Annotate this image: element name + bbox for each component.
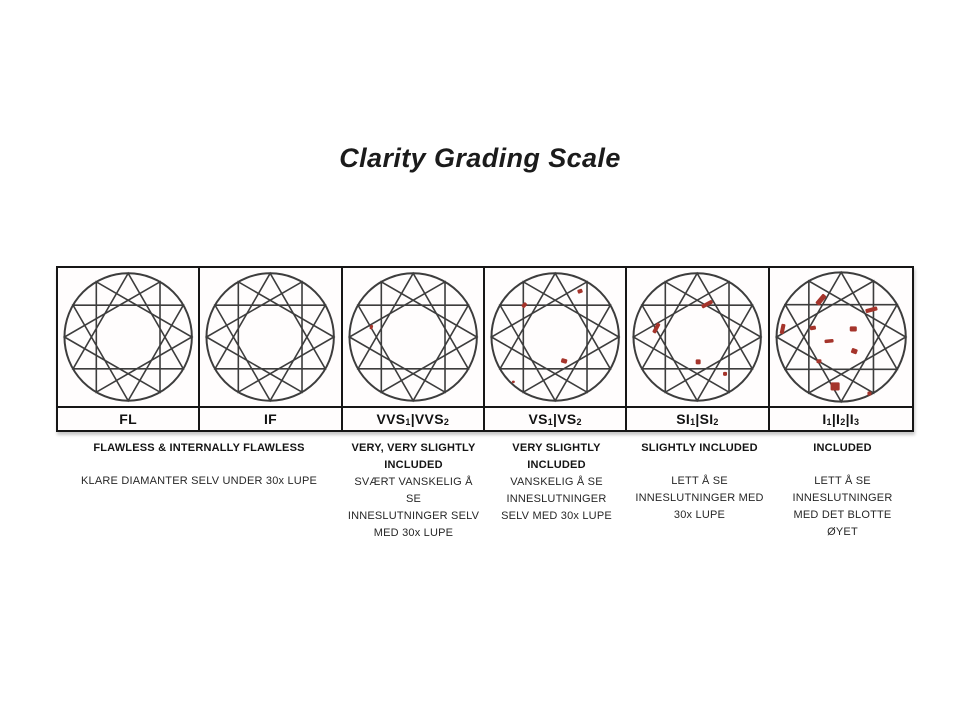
diamond-cell-vvs1-vvs2 xyxy=(343,268,485,406)
round-brilliant-top-view-icon xyxy=(200,268,340,406)
facet-triangle xyxy=(634,282,730,392)
grade-label-cell-fl xyxy=(58,406,200,430)
description-header xyxy=(347,440,480,474)
grade-label-cell-si1-si2 xyxy=(627,406,769,430)
body-line: ØYET xyxy=(827,526,858,538)
diamond-cell-fl xyxy=(58,268,200,406)
facet-triangle xyxy=(73,273,183,369)
grade-description-block xyxy=(56,440,342,542)
body-line: INNESLUTNINGER xyxy=(506,493,607,505)
page-title: Clarity Grading Scale xyxy=(339,143,621,173)
round-brilliant-top-view-icon xyxy=(770,268,912,406)
facet-triangle xyxy=(64,282,160,392)
description-header xyxy=(633,440,766,473)
grade-label: $VVS_1|VVS_2$ xyxy=(376,411,450,427)
grade-label: $VS_1|VS_2$ xyxy=(528,411,582,427)
round-brilliant-top-view-icon xyxy=(343,268,483,406)
facet-triangle xyxy=(215,273,325,369)
facet-triangle xyxy=(96,282,192,392)
inclusion-mark xyxy=(849,326,856,331)
facet-triangle xyxy=(381,282,477,392)
body-line: INNESLUTNINGER SELV xyxy=(347,510,480,522)
facet-triangle xyxy=(642,273,752,369)
grade-label-cell-vs1-vs2 xyxy=(485,406,627,430)
description-header xyxy=(61,440,337,473)
body-line: SVÆRT VANSKELIG Å SE xyxy=(354,476,473,505)
header-line: FLAWLESS & INTERNALLY FLAWLESS xyxy=(93,442,305,454)
grade-label-cell-if xyxy=(200,406,342,430)
description-body xyxy=(490,474,623,525)
header-line: INCLUDED xyxy=(813,442,872,454)
inclusion-mark xyxy=(561,358,568,364)
body-line: MED DET BLOTTE xyxy=(793,509,892,521)
body-line: SELV MED 30x LUPE xyxy=(501,510,612,522)
body-line: INNESLUTNINGER MED xyxy=(635,492,764,504)
facet-triangle xyxy=(207,282,303,392)
facet-triangle xyxy=(491,282,587,392)
inclusion-mark xyxy=(830,382,839,390)
girdle-circle xyxy=(776,272,905,401)
round-brilliant-top-view-icon xyxy=(58,268,198,406)
facet-triangle xyxy=(500,305,610,401)
inclusion-mark xyxy=(577,288,583,293)
body-line: LETT Å SE xyxy=(814,475,871,487)
body-line: LETT Å SE xyxy=(671,475,728,487)
inclusion-mark xyxy=(723,372,727,376)
inclusion-mark xyxy=(824,339,833,343)
girdle-circle xyxy=(64,273,191,400)
grade-label-cell-vvs1-vvs2 xyxy=(343,406,485,430)
header-line: INCLUDED xyxy=(527,459,586,471)
diamond-cell-vs1-vs2 xyxy=(485,268,627,406)
facet-triangle xyxy=(349,282,445,392)
girdle-circle xyxy=(634,273,761,400)
header-line: SLIGHTLY INCLUDED xyxy=(641,442,758,454)
facet-triangle xyxy=(73,305,183,401)
grade-label-cell-i1-i2-i3 xyxy=(770,406,912,430)
diamond-cell-if xyxy=(200,268,342,406)
header-line: INCLUDED xyxy=(384,459,443,471)
clarity-grading-table xyxy=(56,266,914,432)
description-header xyxy=(490,440,623,474)
facet-triangle xyxy=(239,282,335,392)
girdle-circle xyxy=(207,273,334,400)
facet-triangle xyxy=(523,282,619,392)
body-line: 30x LUPE xyxy=(673,509,726,521)
description-body xyxy=(633,473,766,524)
grade-description-block xyxy=(342,440,485,542)
description-body xyxy=(776,473,909,541)
description-body xyxy=(61,473,337,490)
round-brilliant-top-view-icon xyxy=(485,268,625,406)
facet-triangle xyxy=(358,305,468,401)
inclusion-mark xyxy=(865,306,878,313)
facet-triangle xyxy=(642,305,752,401)
grade-label: $SI_1|SI_2$ xyxy=(676,411,719,427)
grade-label: FL xyxy=(119,411,138,427)
grade-label: IF xyxy=(263,411,278,427)
grade-description-block xyxy=(771,440,914,542)
diamond-cell-i1-i2-i3 xyxy=(770,268,912,406)
body-line: KLARE DIAMANTER SELV UNDER 30x LUPE xyxy=(80,475,318,487)
inclusion-mark xyxy=(816,359,821,363)
facet-triangle xyxy=(358,273,468,369)
round-brilliant-top-view-icon xyxy=(627,268,767,406)
header-line: VERY, VERY SLIGHTLY xyxy=(351,442,476,454)
grade-description-block xyxy=(485,440,628,542)
girdle-circle xyxy=(349,273,476,400)
facet-triangle xyxy=(215,305,325,401)
grade-description-block xyxy=(628,440,771,542)
inclusion-mark xyxy=(696,359,701,364)
inclusion-mark xyxy=(867,392,871,396)
facet-triangle xyxy=(666,282,762,392)
body-line: INNESLUTNINGER xyxy=(792,492,893,504)
facet-triangle xyxy=(785,272,897,369)
header-line: VERY SLIGHTLY xyxy=(512,442,601,454)
facet-triangle xyxy=(785,305,897,402)
body-line: VANSKELIG Å SE xyxy=(510,476,603,488)
body-line: MED 30x LUPE xyxy=(373,527,454,539)
diamond-cell-si1-si2 xyxy=(627,268,769,406)
facet-triangle xyxy=(500,273,610,369)
grade-label: $I_1|I_2|I_3$ xyxy=(822,411,860,427)
description-body xyxy=(347,474,480,542)
grade-descriptions xyxy=(56,440,914,542)
girdle-circle xyxy=(491,273,618,400)
inclusion-mark xyxy=(850,348,857,355)
inclusion-mark xyxy=(512,381,515,383)
description-header xyxy=(776,440,909,473)
inclusion-mark xyxy=(521,302,528,309)
